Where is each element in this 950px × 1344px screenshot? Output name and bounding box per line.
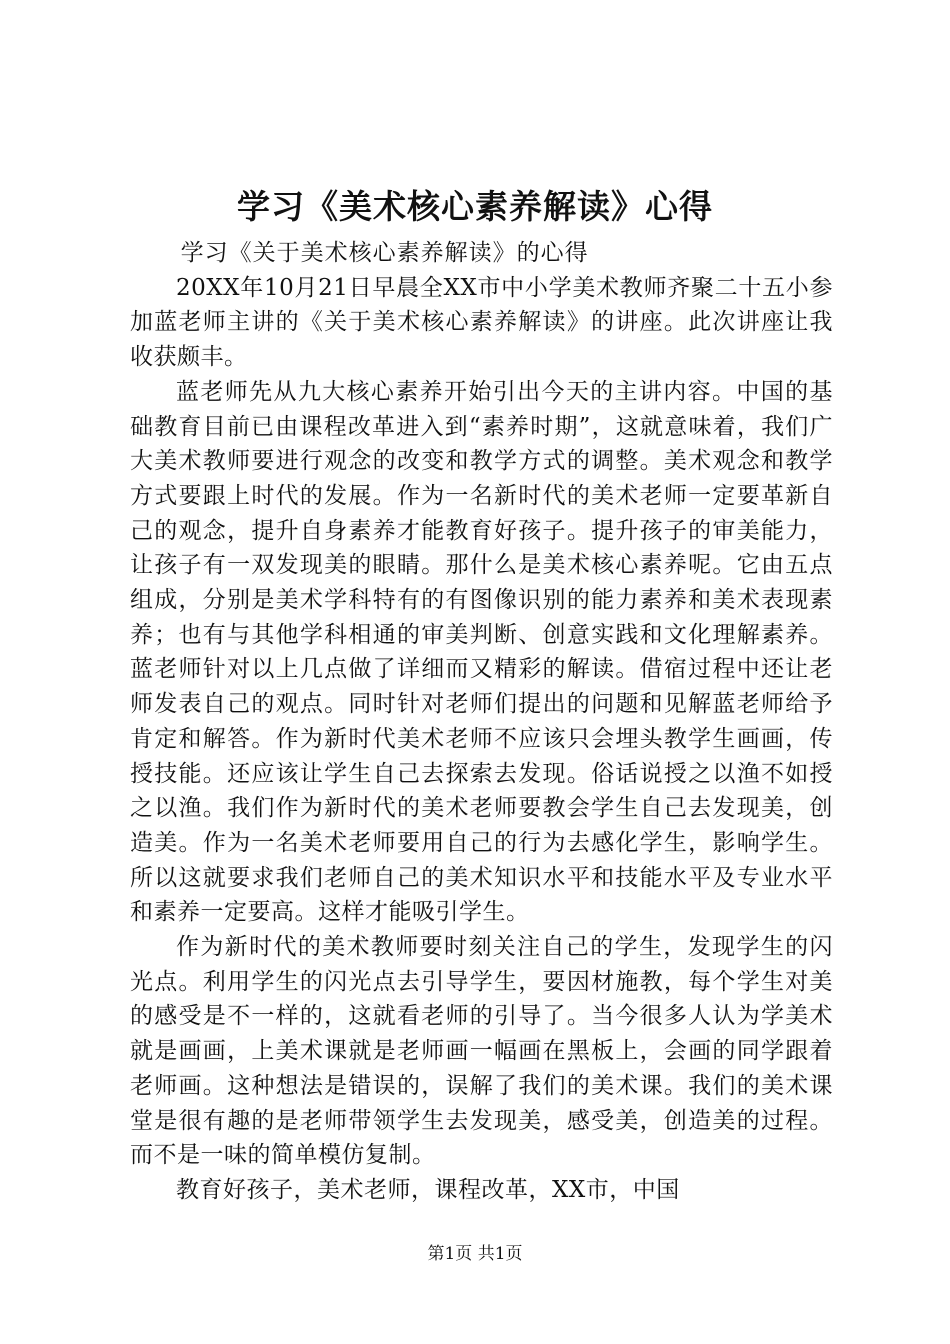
- paragraph-teacher-role: 作为新时代的美术教师要时刻关注自己的学生，发现学生的闪光点。利用学生的闪光点去引导学生，要因材施教，每个学生对美的感受是不一样的，这就看老师的引导了。当今很多人认为学美术就是画画，上美术课就是老师画一幅画在黑板上，会画的同学跟着老师画。这种想法是错误的，误解了我们的美术课。我们的美术课堂是很有趣的是老师带领学生去发现美，感受美，创造美的过程。而不是一味的简单模仿复制。: [130, 934, 833, 1169]
- document-body: [130, 236, 833, 1208]
- paragraph-core-literacy: 蓝老师先从九大核心素养开始引出今天的主讲内容。中国的基础教育目前已由课程改革进入到“素养时期”，这就意味着，我们广大美术教师要进行观念的改变和教学方式的调整。美术观念和教学方式要跟上时代的发展。作为一名新时代的美术老师一定要革新自己的观念，提升自身素养才能教育好孩子。提升孩子的审美能力，让孩子有一双发现美的眼睛。那什么是美术核心素养呢。它由五点组成，分别是美术学科特有的有图像识别的能力素养和美术表现素养；也有与其他学科相通的审美判断、创意实践和文化理解素养。蓝老师针对以上几点做了详细而又精彩的解读。借宿过程中还让老师发表自己的观点。同时针对老师们提出的问题和见解蓝老师给予肯定和解答。作为新时代美术老师不应该只会埋头教学生画画，传授技能。还应该让学生自己去探索去发现。俗话说授之以渔不如授之以渔。我们作为新时代的美术老师要教会学生自己去发现美，创造美。作为一名美术老师要用自己的行为去感化学生，影响学生。所以这就要求我们老师自己的美术知识水平和技能水平及专业水平和素养一定要高。这样才能吸引学生。: [130, 378, 833, 926]
- document-title: 学习《美术核心素养解读》心得: [237, 187, 713, 226]
- page-number-footer: 第1页 共1页: [427, 1244, 523, 1264]
- paragraph-intro: 20XX年10月21日早晨全XX市中小学美术教师齐聚二十五小参加蓝老师主讲的《关于美术核心素养解读》的讲座。此次讲座让我收获颇丰。: [130, 274, 833, 371]
- paragraph-keywords: 教育好孩子，美术老师，课程改革，XX市，中国: [176, 1176, 680, 1203]
- document-subtitle: 学习《关于美术核心素养解读》的心得: [180, 240, 589, 266]
